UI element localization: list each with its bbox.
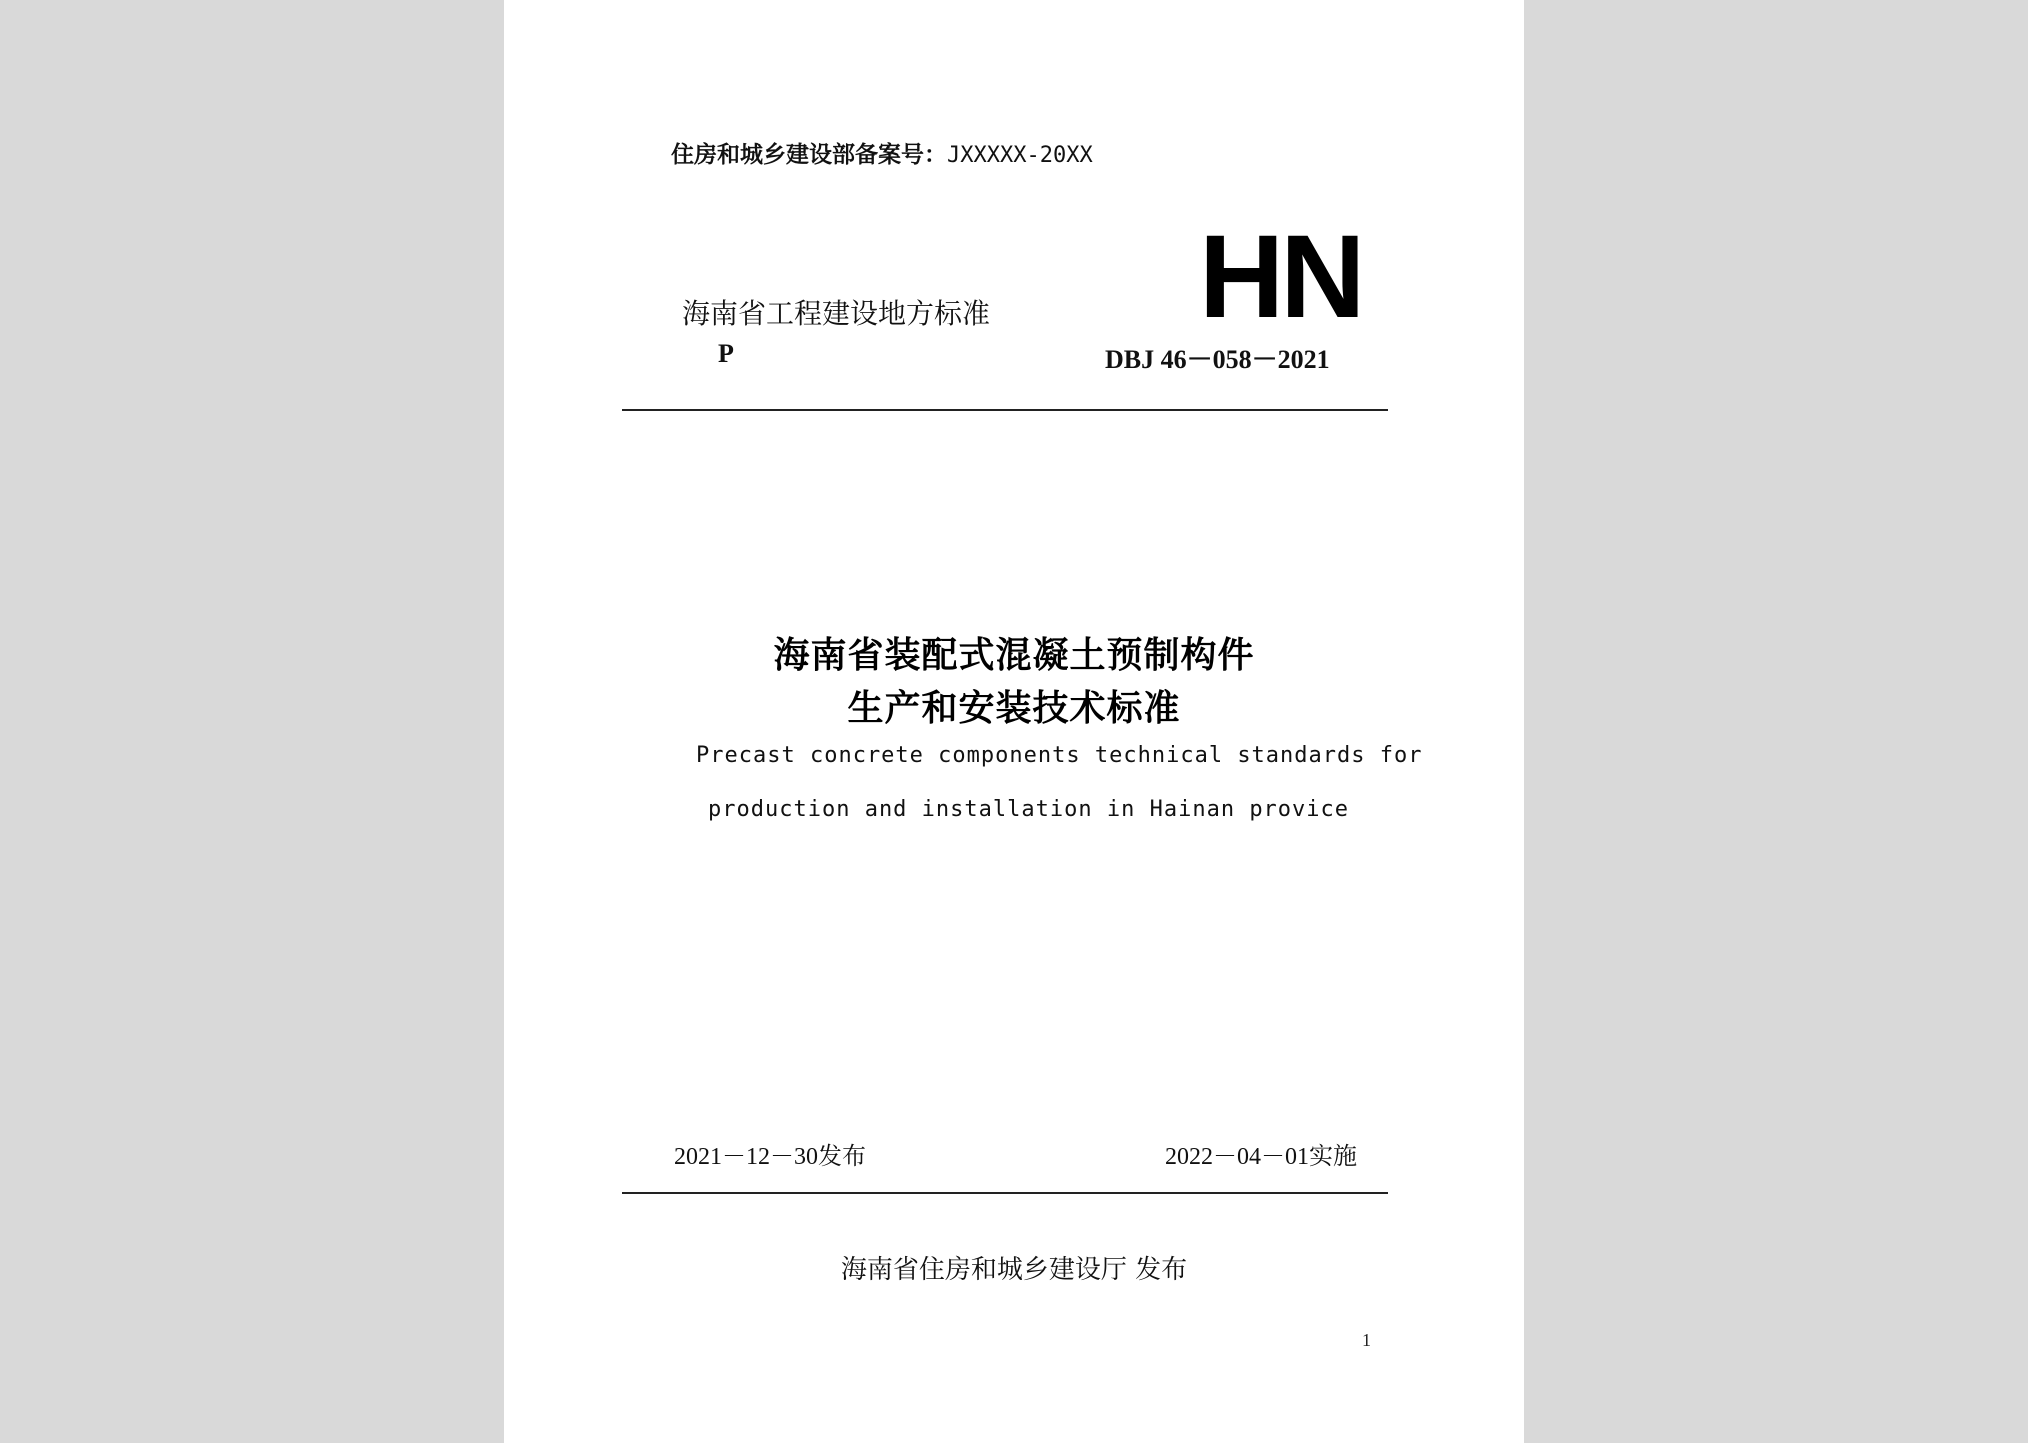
filing-record [671, 136, 1093, 169]
title-english-line1: Precast concrete components technical standards for [696, 743, 1423, 768]
filing-number: JXXXXX-20XX [947, 143, 1093, 168]
publisher: 海南省住房和城乡建设厅 发布 [840, 1255, 1188, 1285]
title-chinese-line2: 生产和安装技术标准 [847, 688, 1181, 729]
implementation-date: 2022－04－01实施 [1165, 1144, 1357, 1170]
issue-date: 2021－12－30发布 [674, 1144, 866, 1170]
standard-type: 海南省工程建设地方标准 [682, 297, 991, 330]
header-divider [622, 409, 1388, 411]
category-letter: P [718, 339, 734, 368]
page-number: 1 [1362, 1330, 1371, 1350]
filing-label: 住房和城乡建设部备案号： [671, 142, 947, 168]
footer-divider [622, 1192, 1388, 1194]
document-page [504, 0, 1524, 1443]
title-english-line2: production and installation in Hainan provice [708, 797, 1350, 822]
title-chinese-line1: 海南省装配式混凝土预制构件 [773, 635, 1255, 676]
hn-logo: HN [1199, 211, 1362, 343]
standard-code: DBJ 46－058－2021 [1105, 345, 1330, 374]
